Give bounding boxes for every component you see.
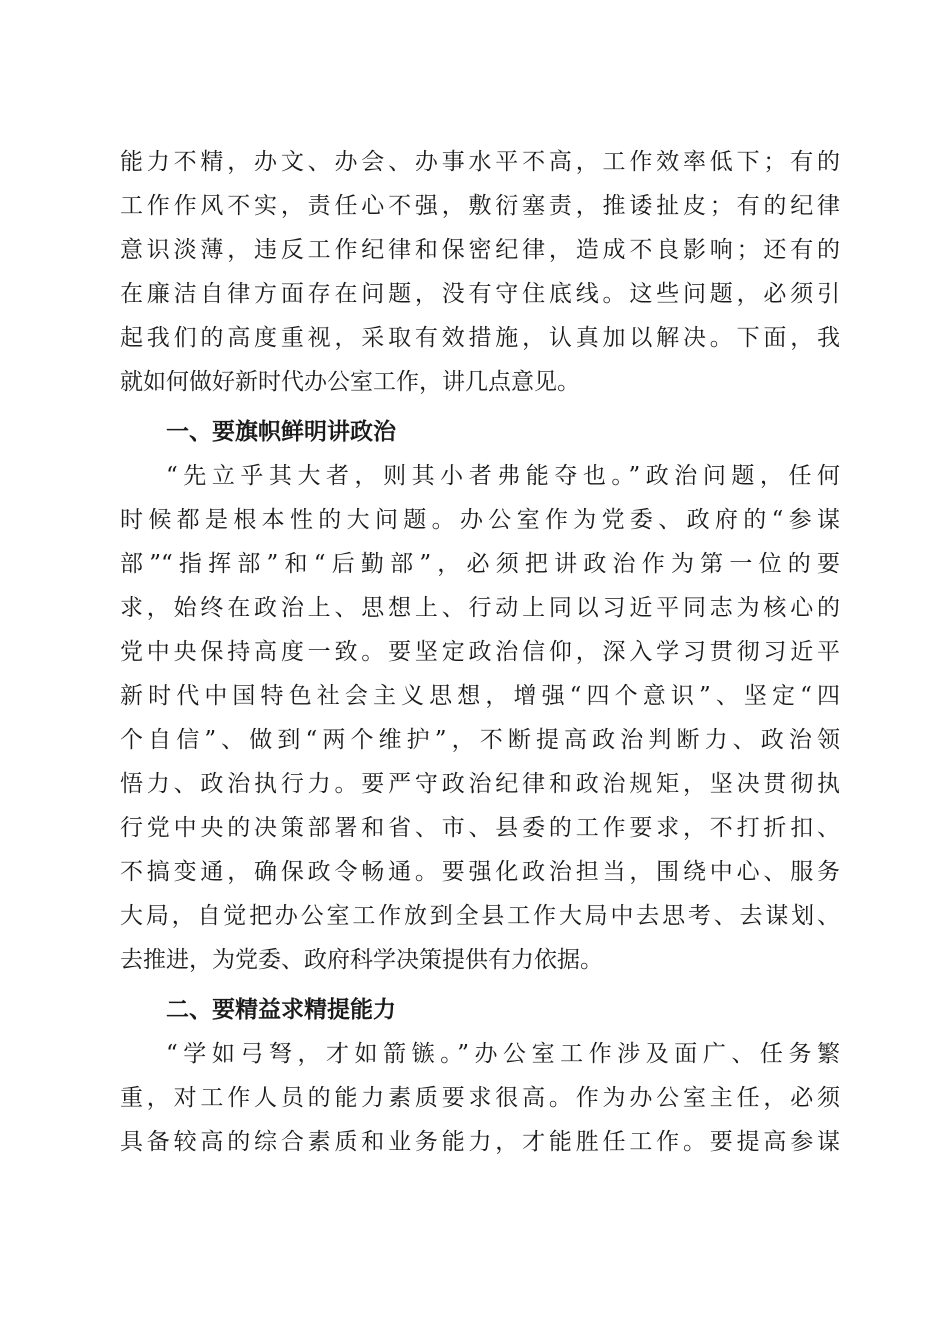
text-line: 悟力、政治执行力。要严守政治纪律和政治规矩，坚决贯彻执 xyxy=(120,771,840,797)
text-line: 工作作风不实，责任心不强，敷衍塞责，推诿扯皮；有的纪律 xyxy=(120,193,840,219)
text-line: 个自信”、做到“两个维护”，不断提高政治判断力、政治领 xyxy=(120,727,840,753)
text-line: 意识淡薄，违反工作纪律和保密纪律，造成不良影响；还有的 xyxy=(120,237,840,263)
section-heading: 一、要旗帜鲜明讲政治 xyxy=(166,419,396,445)
text-line: “学如弓弩，才如箭镞。”办公室工作涉及面广、任务繁 xyxy=(166,1041,840,1067)
section-heading: 二、要精益求精提能力 xyxy=(166,997,396,1023)
text-line: 能力不精，办文、办会、办事水平不高，工作效率低下；有的 xyxy=(120,149,840,175)
text-line: 行党中央的决策部署和省、市、县委的工作要求，不打折扣、 xyxy=(120,815,840,841)
text-line: 求，始终在政治上、思想上、行动上同以习近平同志为核心的 xyxy=(120,595,840,621)
text-line: 部”“指挥部”和“后勤部”，必须把讲政治作为第一位的要 xyxy=(120,551,840,577)
text-line: 起我们的高度重视，采取有效措施，认真加以解决。下面，我 xyxy=(120,325,840,351)
text-line: 在廉洁自律方面存在问题，没有守住底线。这些问题，必须引 xyxy=(120,281,840,307)
text-line: 时候都是根本性的大问题。办公室作为党委、政府的“参谋 xyxy=(120,507,840,533)
text-line: 重，对工作人员的能力素质要求很高。作为办公室主任，必须 xyxy=(120,1085,840,1111)
text-line: 新时代中国特色社会主义思想，增强“四个意识”、坚定“四 xyxy=(120,683,840,709)
text-line: 大局，自觉把办公室工作放到全县工作大局中去思考、去谋划、 xyxy=(120,903,840,929)
text-line: 去推进，为党委、政府科学决策提供有力依据。 xyxy=(120,947,603,973)
text-line: 不搞变通，确保政令畅通。要强化政治担当，围绕中心、服务 xyxy=(120,859,840,885)
text-line: 就如何做好新时代办公室工作，讲几点意见。 xyxy=(120,369,580,395)
text-line: “先立乎其大者，则其小者弗能夺也。”政治问题，任何 xyxy=(166,463,840,489)
text-line: 具备较高的综合素质和业务能力，才能胜任工作。要提高参谋 xyxy=(120,1129,840,1155)
text-line: 党中央保持高度一致。要坚定政治信仰，深入学习贯彻习近平 xyxy=(120,639,840,665)
